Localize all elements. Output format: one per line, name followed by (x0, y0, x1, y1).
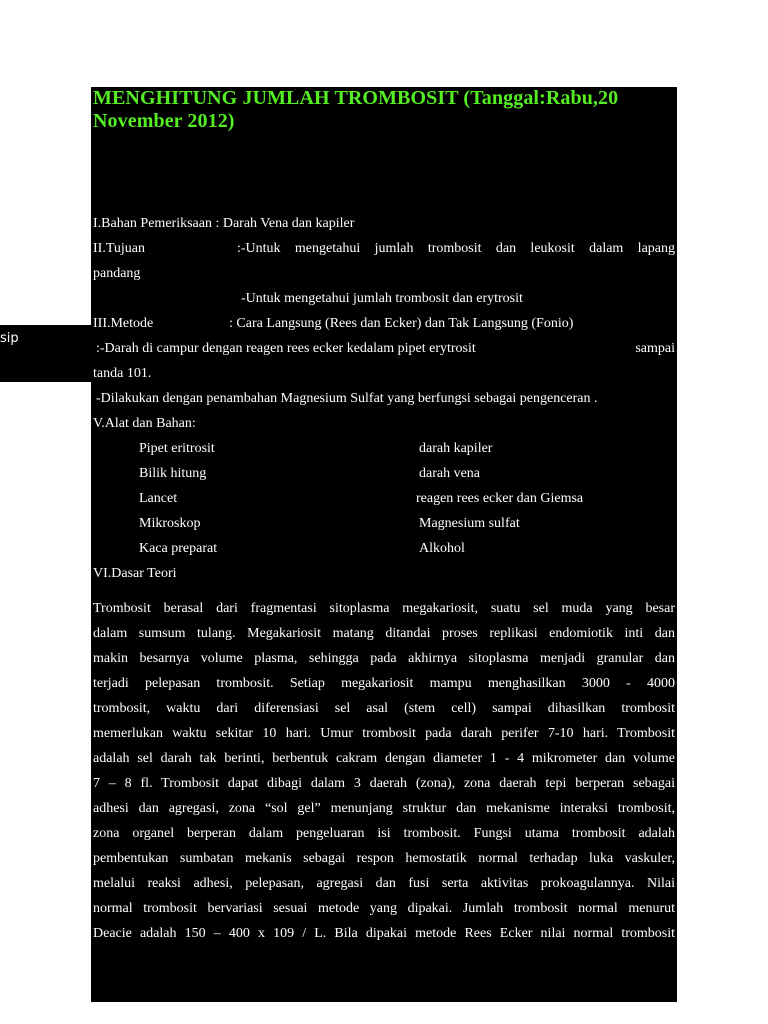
alat-item-left: Lancet (139, 491, 178, 506)
tujuan-row (93, 236, 675, 261)
paragraph-line: zona organel berperan dalam pengeluaran isi trombosit. Fungsi utama trombosit adalah (93, 826, 675, 841)
metode-value: : Cara Langsung (Rees dan Ecker) dan Tak Langsung (Fonio) (229, 316, 574, 331)
dasar-teori-paragraph (93, 596, 675, 946)
tujuan-label: II.Tujuan (93, 241, 145, 256)
alat-row (93, 536, 675, 561)
alat-heading: V.Alat dan Bahan: (93, 416, 196, 431)
tujuan-text-1-cont: pandang (93, 266, 141, 281)
metode-row (93, 311, 675, 336)
paragraph-line: 7 – 8 fl. Trombosit dapat dibagi dalam 3 daerah (zona), zona daerah tepi berperan sebagai (93, 776, 675, 791)
document-page (91, 87, 677, 1002)
alat-item-left: Mikroskop (139, 516, 201, 531)
side-tab (0, 325, 91, 353)
paragraph-line: melalui reaksi adhesi, pelepasan, agregasi dan fusi serta aktivitas prokoagulannya. Nilai (93, 876, 675, 891)
paragraph-line: makin besarnya volume plasma, sehingga pada akhirnya sitoplasma menjadi granular dan (93, 651, 675, 666)
alat-item-right: reagen rees ecker dan Giemsa (416, 491, 584, 506)
alat-item-right: darah kapiler (419, 441, 493, 456)
alat-item-left: Bilik hitung (139, 466, 207, 481)
bahan-line: I.Bahan Pemeriksaan : Darah Vena dan kapiler (93, 216, 355, 231)
prinsip-text-3: -Dilakukan dengan penambahan Magnesium Sulfat yang berfungsi sebagai pengenceran . (96, 391, 598, 406)
alat-row (93, 511, 675, 536)
prinsip-row (93, 336, 675, 361)
alat-row (93, 436, 675, 461)
paragraph-line: pembentukan sumbatan mekanis sebagai respon hemostatik normal terhadap luka vaskuler, (93, 851, 675, 866)
prinsip-text-2: tanda 101. (93, 366, 152, 381)
spacer (93, 133, 675, 211)
prinsip-text-1-end: sampai (635, 341, 675, 356)
alat-row (93, 461, 675, 486)
alat-item-right: darah vena (419, 466, 481, 481)
prinsip-text-1: :-Darah di campur dengan reagen rees ecker kedalam pipet erytrosit (96, 341, 476, 356)
tujuan-text-2: -Untuk mengetahui jumlah trombosit dan erytrosit (241, 291, 523, 306)
side-tab-label: sip (0, 331, 19, 346)
paragraph-line: adalah sel darah tak berinti, berbentuk cakram dengan diameter 1 - 4 mikrometer dan volume (93, 751, 675, 766)
paragraph-line: memerlukan waktu sekitar 10 hari. Umur trombosit pada darah perifer 7-10 hari. Trombosit (93, 726, 675, 741)
paragraph-line: Deacie adalah 150 – 400 x 109 / L. Bila dipakai metode Rees Ecker nilai normal trombosit (93, 926, 675, 941)
tujuan-text-1: :-Untuk mengetahui jumlah trombosit dan leukosit dalam lapang (237, 241, 675, 256)
paragraph-line: adhesi dan agregasi, zona “sol gel” menunjang struktur dan mekanisme interaksi trombosit, (93, 801, 675, 816)
alat-item-right: Alkohol (419, 541, 465, 556)
paragraph-line: dalam sumsum tulang. Megakariosit matang ditandai proses replikasi endomiotik inti dan (93, 626, 675, 641)
dasar-teori-heading: VI.Dasar Teori (93, 566, 177, 581)
side-tab-block (0, 353, 91, 382)
paragraph-line: Trombosit berasal dari fragmentasi sitoplasma megakariosit, suatu sel muda yang besar (93, 601, 675, 616)
paragraph-line: trombosit, waktu dari diferensiasi sel asal (stem cell) sampai dihasilkan trombosit (93, 701, 675, 716)
alat-list (93, 436, 675, 561)
alat-item-right: Magnesium sulfat (419, 516, 520, 531)
alat-item-left: Pipet eritrosit (139, 441, 215, 456)
metode-label: III.Metode (93, 316, 154, 331)
document-title: MENGHITUNG JUMLAH TROMBOSIT (Tanggal:Rabu,20 November 2012) (93, 87, 619, 132)
paragraph-line: normal trombosit bervariasi sesuai metode yang dipakai. Jumlah trombosit normal menurut (93, 901, 675, 916)
alat-row (93, 486, 675, 511)
paragraph-line: terjadi pelepasan trombosit. Setiap megakariosit mampu menghasilkan 3000 - 4000 (93, 676, 675, 691)
alat-item-left: Kaca preparat (139, 541, 218, 556)
